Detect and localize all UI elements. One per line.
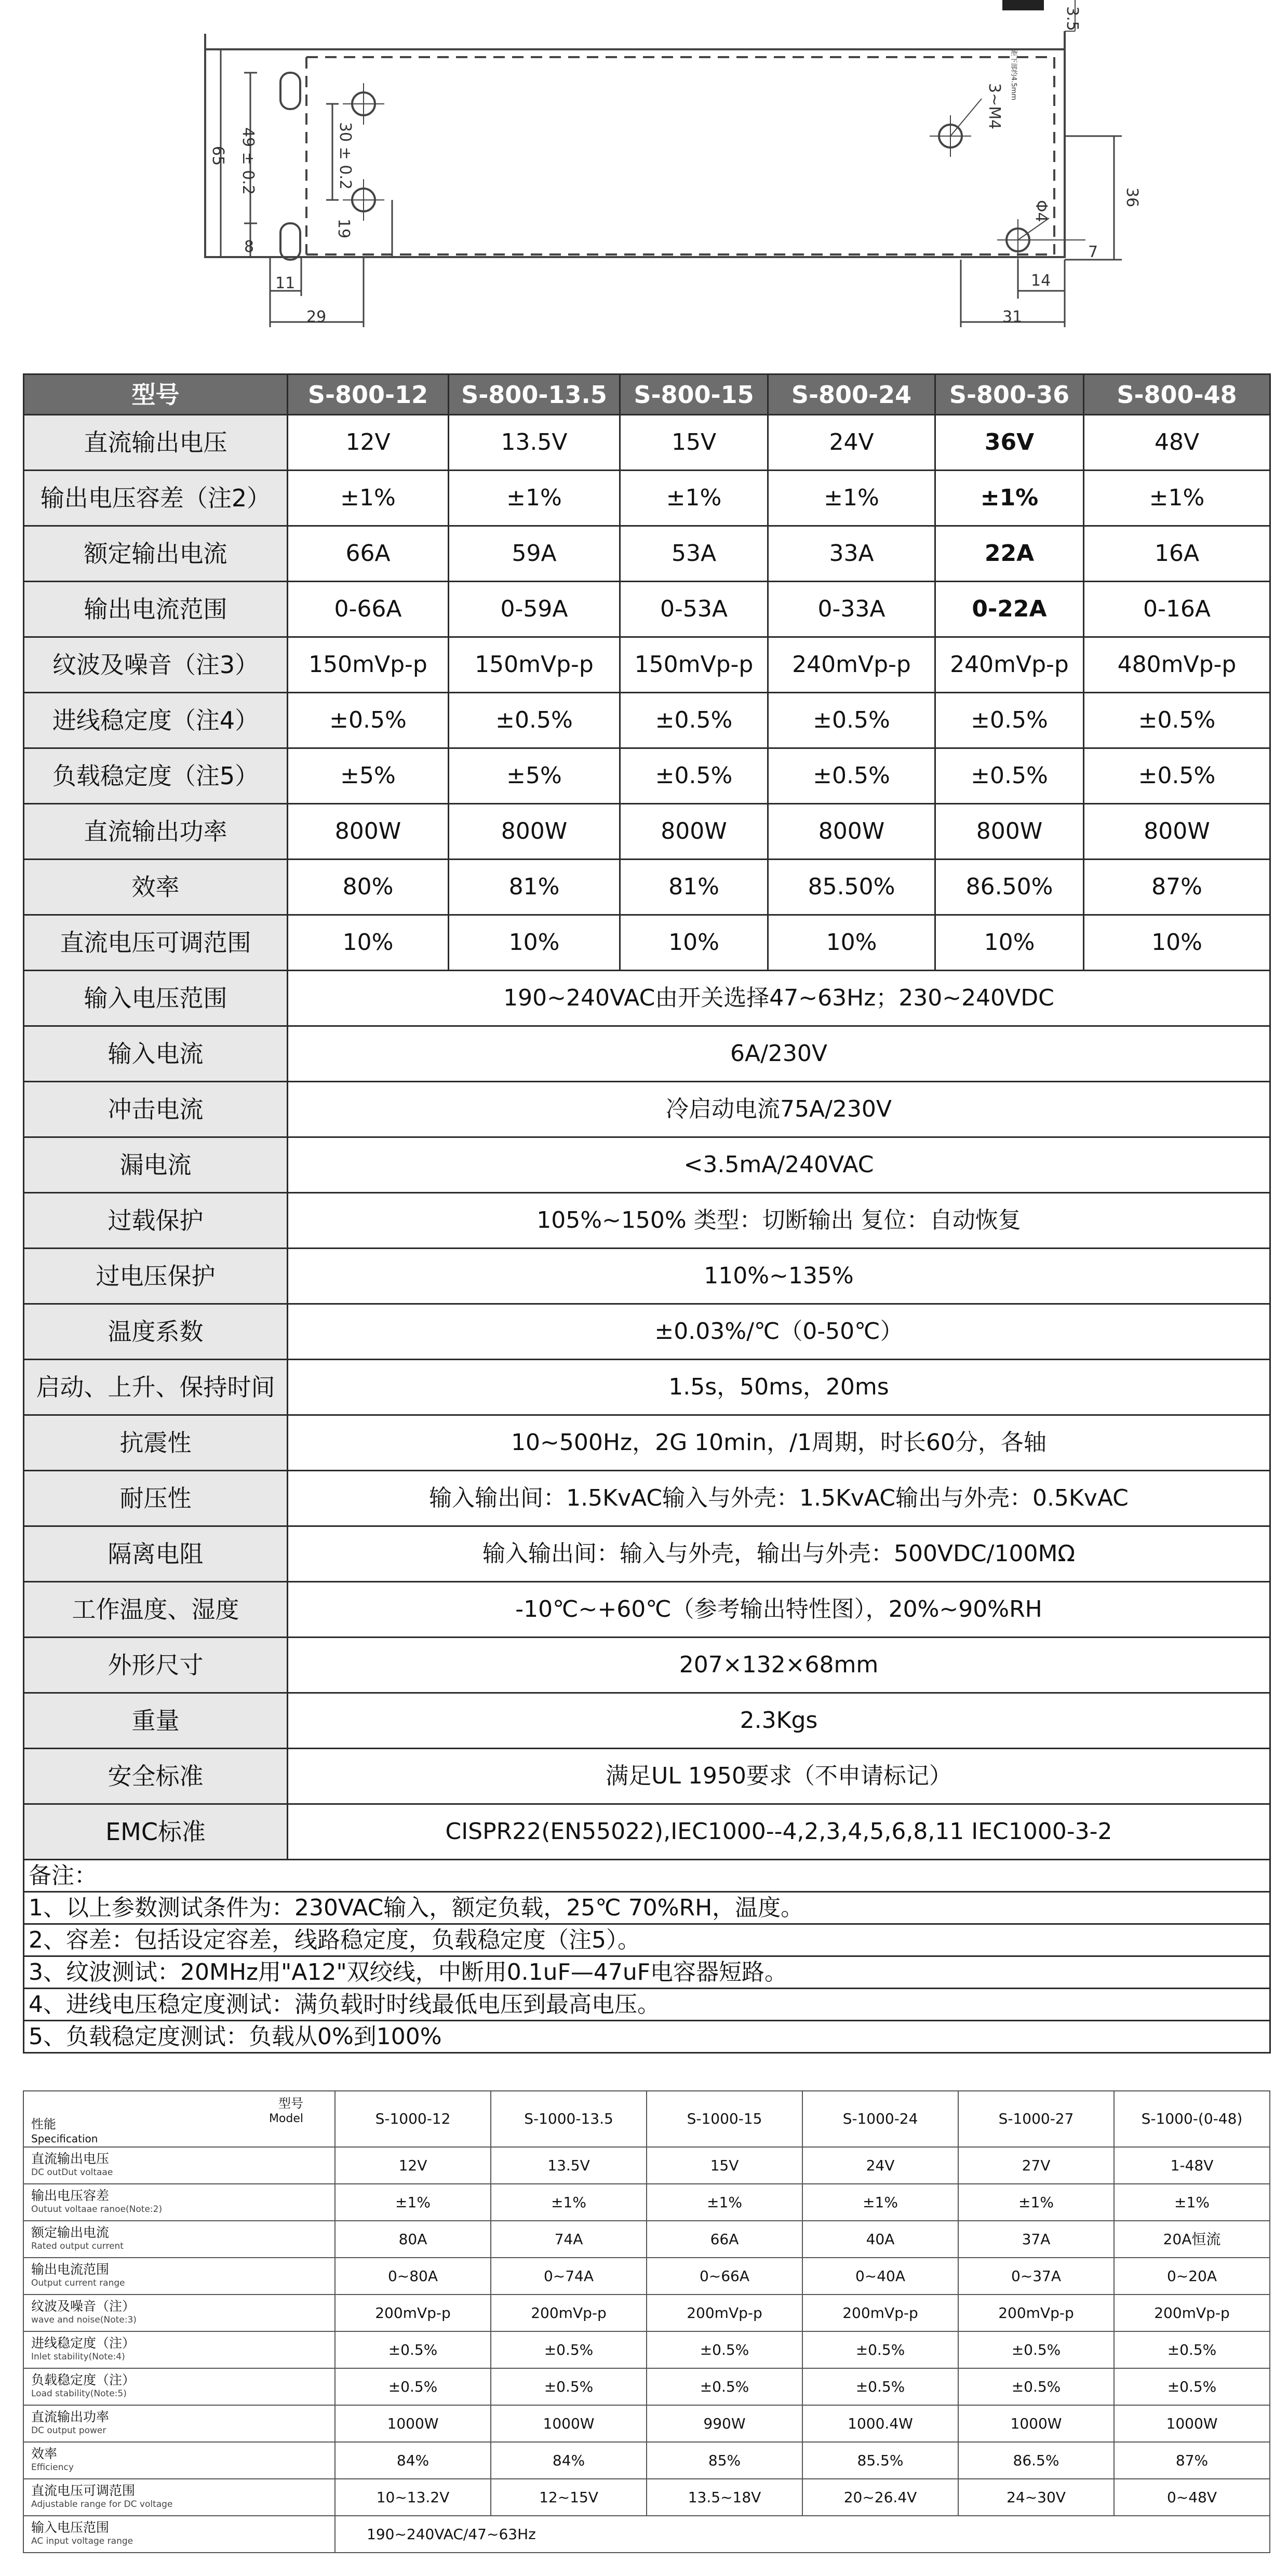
- spec-value-cell: 0~48V: [1114, 2479, 1270, 2516]
- s800-spec-table: [23, 373, 1271, 2054]
- spec-value-cell: ±1%: [449, 471, 620, 526]
- spec-label-cell: 重量: [24, 1693, 288, 1749]
- spec-label-cell: 漏电流: [24, 1137, 288, 1193]
- s800-table-body: [24, 374, 1270, 2053]
- spec-value-cell: 66A: [647, 2221, 802, 2258]
- dim-label: 36: [1123, 187, 1141, 208]
- spec-label-zh: 直流输出电压: [31, 2151, 110, 2166]
- s1000-spec-row: [23, 2221, 1270, 2258]
- s800-note-row: [24, 1989, 1270, 2021]
- spec-value-cell: 66A: [288, 526, 449, 582]
- spec-label-zh: 直流电压可调范围: [31, 2483, 136, 2498]
- mount-slot-top: [280, 73, 300, 109]
- spec-value-cell: 200mVp-p: [958, 2295, 1114, 2331]
- spec-value-cell: 12V: [335, 2147, 491, 2184]
- spec-value-cell: 0-16A: [1084, 582, 1270, 637]
- s800-common-spec-row: [24, 971, 1270, 1026]
- spec-value-cell: <3.5mA/240VAC: [288, 1137, 1270, 1193]
- s800-spec-row: [24, 637, 1270, 693]
- s800-common-spec-row: [24, 1360, 1270, 1415]
- spec-label-cell: [23, 2442, 335, 2479]
- spec-label-zh: 纹波及噪音（注）: [31, 2298, 136, 2314]
- spec-value-cell: ±0.5%: [335, 2368, 491, 2405]
- s800-spec-row: [24, 471, 1270, 526]
- spec-value-cell: 87%: [1114, 2442, 1270, 2479]
- dim-label: 30 ± 0.2: [336, 122, 354, 190]
- spec-value-cell: 1000W: [958, 2405, 1114, 2442]
- spec-value-cell: 150mVp-p: [449, 637, 620, 693]
- corner-header-cell: [23, 2091, 335, 2147]
- spec-label-cell: 过电压保护: [24, 1249, 288, 1304]
- spec-value-cell: 53A: [620, 526, 768, 582]
- inner-dashed-line: [306, 57, 1054, 254]
- spec-value-cell: 满足UL 1950要求（不申请标记）: [288, 1749, 1270, 1804]
- spec-value-cell: ±0.5%: [1084, 693, 1270, 748]
- model-name-cell: S-800-24: [768, 374, 935, 415]
- dim-label: 19: [334, 218, 353, 239]
- spec-value-cell: 10~13.2V: [335, 2479, 491, 2516]
- spec-value-cell: 12V: [288, 415, 449, 471]
- spec-value-cell: 0~66A: [647, 2258, 802, 2295]
- model-name-cell: S-800-12: [288, 374, 449, 415]
- model-header-cell: 型号: [24, 374, 288, 415]
- spec-value-cell: ±0.5%: [802, 2331, 958, 2368]
- spec-value-cell: 15V: [620, 415, 768, 471]
- dim-label: 3~M4: [985, 83, 1003, 130]
- s800-note-row: [24, 1892, 1270, 1924]
- spec-value-cell: 10%: [1084, 915, 1270, 971]
- spec-value-cell: 190~240VAC/47~63Hz: [335, 2516, 1270, 2553]
- dim-label: 29: [306, 308, 327, 326]
- spec-value-cell: ±0.5%: [647, 2331, 802, 2368]
- s800-common-spec-row: [24, 1582, 1270, 1638]
- spec-label-en: Load stability(Note:5): [31, 2388, 127, 2399]
- spec-value-cell: 59A: [449, 526, 620, 582]
- spec-value-cell: 800W: [935, 804, 1084, 860]
- note-text: 5、负载稳定度测试：负载从0%到100%: [24, 2021, 1270, 2053]
- spec-label-cell: 输出电压容差（注2）: [24, 471, 288, 526]
- spec-value-cell: 10~500Hz，2G 10min，/1周期，时长60分，各轴: [288, 1415, 1270, 1471]
- spec-value-cell: 80A: [335, 2221, 491, 2258]
- model-name-cell: S-1000-27: [958, 2091, 1114, 2147]
- model-name-cell: S-800-13.5: [449, 374, 620, 415]
- s1000-spec-row: [23, 2147, 1270, 2184]
- spec-value-cell: ±1%: [620, 471, 768, 526]
- spec-label-cell: [23, 2405, 335, 2442]
- spec-value-cell: CISPR22(EN55022),IEC1000--4,2,3,4,5,6,8,11 IEC1000-3-2: [288, 1804, 1270, 1860]
- spec-value-cell: 74A: [491, 2221, 647, 2258]
- spec-value-cell: 0-22A: [935, 582, 1084, 637]
- spec-label-cell: [23, 2184, 335, 2221]
- spec-label-cell: EMC标准: [24, 1804, 288, 1860]
- spec-label-zh: 输出电压容差: [31, 2188, 110, 2203]
- spec-value-cell: 86.50%: [935, 860, 1084, 915]
- spec-value-cell: ±0.5%: [958, 2331, 1114, 2368]
- spec-label-cell: [23, 2147, 335, 2184]
- s800-note-row: [24, 2021, 1270, 2053]
- spec-label-en: Inlet stability(Note:4): [31, 2351, 125, 2362]
- s1000-spec-row: [23, 2442, 1270, 2479]
- spec-value-cell: ±1%: [335, 2184, 491, 2221]
- model-label-zh: 型号: [278, 2096, 303, 2111]
- spec-label-cell: 启动、上升、保持时间: [24, 1360, 288, 1415]
- dim-label: 49 ± 0.2: [239, 127, 257, 195]
- spec-value-cell: 87%: [1084, 860, 1270, 915]
- spec-value-cell: ±0.5%: [491, 2331, 647, 2368]
- spec-value-cell: 36V: [935, 415, 1084, 471]
- dim-label: 14: [1031, 272, 1051, 290]
- s800-common-spec-row: [24, 1638, 1270, 1693]
- s1000-spec-row: [23, 2368, 1270, 2405]
- s800-spec-row: [24, 915, 1270, 971]
- dim-label: 7: [1088, 243, 1098, 261]
- s800-spec-row: [24, 748, 1270, 804]
- spec-value-cell: 200mVp-p: [647, 2295, 802, 2331]
- spec-label-cell: [23, 2295, 335, 2331]
- spec-value-cell: 24V: [768, 415, 935, 471]
- note-text: 2、容差：包括设定容差，线路稳定度，负载稳定度（注5）。: [24, 1924, 1270, 1956]
- spec-value-cell: ±0.5%: [802, 2368, 958, 2405]
- spec-value-cell: 1-48V: [1114, 2147, 1270, 2184]
- spec-value-cell: ±1%: [768, 471, 935, 526]
- spec-label-cell: 进线稳定度（注4）: [24, 693, 288, 748]
- spec-value-cell: ±1%: [647, 2184, 802, 2221]
- spec-value-cell: 84%: [491, 2442, 647, 2479]
- spec-value-cell: 0~80A: [335, 2258, 491, 2295]
- spec-value-cell: 800W: [620, 804, 768, 860]
- spec-value-cell: 200mVp-p: [335, 2295, 491, 2331]
- spec-value-cell: ±1%: [1114, 2184, 1270, 2221]
- spec-value-cell: 240mVp-p: [935, 637, 1084, 693]
- spec-value-cell: 输入输出间：1.5KvAC输入与外壳：1.5KvAC输出与外壳：0.5KvAC: [288, 1471, 1270, 1526]
- spec-label-cell: [23, 2368, 335, 2405]
- spec-label-zh: 输入电压范围: [31, 2519, 110, 2535]
- spec-label-cell: 温度系数: [24, 1304, 288, 1360]
- spec-value-cell: 24~30V: [958, 2479, 1114, 2516]
- spec-value-cell: 13.5~18V: [647, 2479, 802, 2516]
- spec-value-cell: ±0.5%: [958, 2368, 1114, 2405]
- spec-value-cell: 150mVp-p: [288, 637, 449, 693]
- spec-value-cell: ±1%: [802, 2184, 958, 2221]
- spec-value-cell: 85%: [647, 2442, 802, 2479]
- spec-label-cell: 额定输出电流: [24, 526, 288, 582]
- spec-value-cell: ±5%: [449, 748, 620, 804]
- spec-label-en: Efficiency: [31, 2462, 74, 2473]
- spec-value-cell: 105%~150% 类型：切断输出 复位：自动恢复: [288, 1193, 1270, 1249]
- spec-value-cell: ±0.5%: [935, 748, 1084, 804]
- spec-value-cell: ±0.03%/℃（0-50℃）: [288, 1304, 1270, 1360]
- spec-value-cell: 40A: [802, 2221, 958, 2258]
- spec-value-cell: 1000.4W: [802, 2405, 958, 2442]
- spec-value-cell: 10%: [449, 915, 620, 971]
- dim-note: 距下部约4.5mm: [1010, 49, 1017, 101]
- model-name-cell: S-1000-13.5: [491, 2091, 647, 2147]
- spec-value-cell: 2.3Kgs: [288, 1693, 1270, 1749]
- model-name-cell: S-800-36: [935, 374, 1084, 415]
- dim-line-36: [1065, 136, 1122, 260]
- spec-value-cell: 0-33A: [768, 582, 935, 637]
- spec-label-cell: 外形尺寸: [24, 1638, 288, 1693]
- spec-label-en: DC outDut voltaae: [31, 2167, 113, 2178]
- spec-value-cell: 13.5V: [449, 415, 620, 471]
- spec-value-cell: 800W: [288, 804, 449, 860]
- note-text: 1、以上参数测试条件为：230VAC输入，额定负载，25℃ 70%RH，温度。: [24, 1892, 1270, 1924]
- s1000-common-spec-row: [23, 2516, 1270, 2553]
- s800-common-spec-row: [24, 1526, 1270, 1582]
- spec-value-cell: 240mVp-p: [768, 637, 935, 693]
- s800-common-spec-row: [24, 1471, 1270, 1526]
- spec-value-cell: ±0.5%: [449, 693, 620, 748]
- spec-value-cell: ±5%: [288, 748, 449, 804]
- s800-header-row: [24, 374, 1270, 415]
- spec-label-cell: [23, 2221, 335, 2258]
- model-name-cell: S-800-15: [620, 374, 768, 415]
- spec-label-en: AC input voltage range: [31, 2535, 133, 2546]
- spec-value-cell: 10%: [620, 915, 768, 971]
- note-text: 备注：: [24, 1860, 1270, 1892]
- spec-value-cell: 15V: [647, 2147, 802, 2184]
- spec-value-cell: 84%: [335, 2442, 491, 2479]
- spec-label-cell: 抗震性: [24, 1415, 288, 1471]
- spec-label-cell: 冲击电流: [24, 1082, 288, 1137]
- spec-label-cell: [23, 2331, 335, 2368]
- spec-value-cell: 48V: [1084, 415, 1270, 471]
- spec-label-cell: 输入电压范围: [24, 971, 288, 1026]
- s800-spec-row: [24, 582, 1270, 637]
- s800-note-row: [24, 1924, 1270, 1956]
- spec-value-cell: 200mVp-p: [1114, 2295, 1270, 2331]
- spec-value-cell: 85.50%: [768, 860, 935, 915]
- spec-value-cell: ±0.5%: [1084, 748, 1270, 804]
- spec-value-cell: 20~26.4V: [802, 2479, 958, 2516]
- spec-label-cell: 负载稳定度（注5）: [24, 748, 288, 804]
- spec-value-cell: 1000W: [1114, 2405, 1270, 2442]
- s1000-header-row: [23, 2091, 1270, 2147]
- s800-spec-row: [24, 860, 1270, 915]
- model-name-cell: S-1000-24: [802, 2091, 958, 2147]
- spec-value-cell: ±1%: [288, 471, 449, 526]
- mount-slot-bottom: [280, 223, 300, 260]
- spec-value-cell: 81%: [449, 860, 620, 915]
- spec-value-cell: 200mVp-p: [491, 2295, 647, 2331]
- spec-value-cell: 110%~135%: [288, 1249, 1270, 1304]
- spec-label-cell: [23, 2258, 335, 2295]
- spec-value-cell: 0~74A: [491, 2258, 647, 2295]
- s1000-spec-table: [23, 2090, 1270, 2553]
- spec-label-cell: 效率: [24, 860, 288, 915]
- s800-spec-row: [24, 526, 1270, 582]
- spec-value-cell: 输入输出间：输入与外壳，输出与外壳：500VDC/100MΩ: [288, 1526, 1270, 1582]
- s1000-table-body: [23, 2091, 1270, 2553]
- note-text: 4、进线电压稳定度测试：满负载时时线最低电压到最高电压。: [24, 1989, 1270, 2021]
- spec-label-en: Output current range: [31, 2277, 125, 2288]
- spec-label-en: Adjustable range for DC voltage: [31, 2499, 173, 2510]
- spec-value-cell: 1000W: [491, 2405, 647, 2442]
- spec-label-cell: 隔离电阻: [24, 1526, 288, 1582]
- spec-label-cell: 输入电流: [24, 1026, 288, 1082]
- spec-value-cell: 800W: [768, 804, 935, 860]
- spec-value-cell: ±0.5%: [768, 693, 935, 748]
- spec-label-cell: 过载保护: [24, 1193, 288, 1249]
- spec-value-cell: 200mVp-p: [802, 2295, 958, 2331]
- s800-note-row: [24, 1956, 1270, 1989]
- spec-value-cell: 190~240VAC由开关选择47~63Hz；230~240VDC: [288, 971, 1270, 1026]
- spec-label-zh: 输出电流范围: [31, 2261, 110, 2277]
- spec-value-cell: 0~40A: [802, 2258, 958, 2295]
- model-label-en: Model: [269, 2112, 303, 2125]
- dim-label: Φ4: [1032, 200, 1050, 222]
- spec-value-cell: 16A: [1084, 526, 1270, 582]
- model-name-cell: S-1000-12: [335, 2091, 491, 2147]
- s800-spec-row: [24, 804, 1270, 860]
- s800-common-spec-row: [24, 1304, 1270, 1360]
- spec-value-cell: ±1%: [935, 471, 1084, 526]
- spec-value-cell: 80%: [288, 860, 449, 915]
- spec-value-cell: ±0.5%: [1114, 2331, 1270, 2368]
- dim-label: 3.5: [1063, 6, 1081, 31]
- mounting-tab: [1002, 0, 1044, 10]
- spec-label-cell: 输出电流范围: [24, 582, 288, 637]
- spec-value-cell: ±0.5%: [620, 748, 768, 804]
- spec-value-cell: 150mVp-p: [620, 637, 768, 693]
- spec-value-cell: ±0.5%: [335, 2331, 491, 2368]
- dimension-drawing: [0, 0, 1288, 374]
- spec-value-cell: 6A/230V: [288, 1026, 1270, 1082]
- spec-label-zh: 额定输出电流: [31, 2224, 110, 2240]
- spec-value-cell: ±0.5%: [1114, 2368, 1270, 2405]
- spec-label-cell: 纹波及噪音（注3）: [24, 637, 288, 693]
- spec-label-zh: 直流输出功率: [31, 2409, 110, 2424]
- spec-label-en: DC output power: [31, 2425, 106, 2436]
- s800-common-spec-row: [24, 1804, 1270, 1860]
- s800-common-spec-row: [24, 1415, 1270, 1471]
- spec-value-cell: 10%: [768, 915, 935, 971]
- s1000-spec-row: [23, 2331, 1270, 2368]
- spec-value-cell: 85.5%: [802, 2442, 958, 2479]
- spec-value-cell: 20A恒流: [1114, 2221, 1270, 2258]
- s1000-spec-row: [23, 2405, 1270, 2442]
- spec-value-cell: 22A: [935, 526, 1084, 582]
- model-name-cell: S-1000-(0-48): [1114, 2091, 1270, 2147]
- spec-label-en: Specification: [31, 2132, 98, 2145]
- s800-common-spec-row: [24, 1693, 1270, 1749]
- spec-label-en: Outuut voltaae ranoe(Note:2): [31, 2204, 163, 2215]
- spec-value-cell: 0-66A: [288, 582, 449, 637]
- s1000-spec-row: [23, 2479, 1270, 2516]
- s800-common-spec-row: [24, 1082, 1270, 1137]
- spec-value-cell: 12~15V: [491, 2479, 647, 2516]
- spec-value-cell: 81%: [620, 860, 768, 915]
- spec-value-cell: 冷启动电流75A/230V: [288, 1082, 1270, 1137]
- spec-value-cell: ±1%: [1084, 471, 1270, 526]
- spec-value-cell: -10℃~+60℃（参考输出特性图），20%~90%RH: [288, 1582, 1270, 1638]
- spec-value-cell: 1000W: [335, 2405, 491, 2442]
- spec-label-zh: 负载稳定度（注）: [31, 2372, 136, 2387]
- spec-value-cell: ±0.5%: [288, 693, 449, 748]
- spec-label-zh: 性能: [31, 2117, 56, 2131]
- spec-value-cell: 86.5%: [958, 2442, 1114, 2479]
- spec-value-cell: ±0.5%: [620, 693, 768, 748]
- spec-value-cell: 480mVp-p: [1084, 637, 1270, 693]
- spec-value-cell: ±1%: [958, 2184, 1114, 2221]
- spec-label-cell: [23, 2516, 335, 2553]
- s800-common-spec-row: [24, 1137, 1270, 1193]
- spec-value-cell: 24V: [802, 2147, 958, 2184]
- spec-label-cell: 直流输出电压: [24, 415, 288, 471]
- dim-label: 11: [275, 274, 296, 292]
- spec-value-cell: 27V: [958, 2147, 1114, 2184]
- spec-value-cell: 990W: [647, 2405, 802, 2442]
- s800-spec-row: [24, 415, 1270, 471]
- spec-label-cell: [23, 2479, 335, 2516]
- spec-value-cell: 33A: [768, 526, 935, 582]
- dim-label: 31: [1002, 308, 1023, 326]
- spec-value-cell: 800W: [449, 804, 620, 860]
- spec-label-zh: 进线稳定度（注）: [31, 2335, 136, 2351]
- spec-value-cell: 0~20A: [1114, 2258, 1270, 2295]
- spec-label-zh: 效率: [31, 2446, 58, 2461]
- spec-label-cell: 工作温度、湿度: [24, 1582, 288, 1638]
- spec-label-cell: 直流电压可调范围: [24, 915, 288, 971]
- s1000-spec-row: [23, 2258, 1270, 2295]
- spec-value-cell: 10%: [288, 915, 449, 971]
- s1000-spec-row: [23, 2184, 1270, 2221]
- spec-value-cell: ±1%: [491, 2184, 647, 2221]
- spec-value-cell: 10%: [935, 915, 1084, 971]
- spec-value-cell: 1.5s，50ms，20ms: [288, 1360, 1270, 1415]
- spec-value-cell: ±0.5%: [935, 693, 1084, 748]
- note-text: 3、纹波测试：20MHz用"A12"双绞线，中断用0.1uF—47uF电容器短路。: [24, 1956, 1270, 1989]
- spec-label-cell: 耐压性: [24, 1471, 288, 1526]
- model-name-cell: S-1000-15: [647, 2091, 802, 2147]
- spec-label-cell: 安全标准: [24, 1749, 288, 1804]
- spec-label-en: Rated output current: [31, 2240, 124, 2251]
- model-name-cell: S-800-48: [1084, 374, 1270, 415]
- spec-value-cell: 0-53A: [620, 582, 768, 637]
- spec-label-cell: 直流输出功率: [24, 804, 288, 860]
- dim-label: 65: [209, 145, 227, 166]
- spec-label-en: wave and noise(Note:3): [31, 2314, 137, 2325]
- s800-common-spec-row: [24, 1249, 1270, 1304]
- spec-value-cell: 0-59A: [449, 582, 620, 637]
- spec-value-cell: ±0.5%: [647, 2368, 802, 2405]
- s800-common-spec-row: [24, 1026, 1270, 1082]
- s1000-spec-row: [23, 2295, 1270, 2331]
- dim-label: 8: [244, 238, 254, 256]
- spec-value-cell: 0~37A: [958, 2258, 1114, 2295]
- spec-value-cell: 37A: [958, 2221, 1114, 2258]
- s800-note-row: [24, 1860, 1270, 1892]
- spec-value-cell: 13.5V: [491, 2147, 647, 2184]
- spec-value-cell: 207×132×68mm: [288, 1638, 1270, 1693]
- spec-value-cell: ±0.5%: [768, 748, 935, 804]
- spec-value-cell: 800W: [1084, 804, 1270, 860]
- s800-spec-row: [24, 693, 1270, 748]
- housing-outline: [205, 49, 1065, 257]
- s800-common-spec-row: [24, 1749, 1270, 1804]
- spec-value-cell: ±0.5%: [491, 2368, 647, 2405]
- s800-common-spec-row: [24, 1193, 1270, 1249]
